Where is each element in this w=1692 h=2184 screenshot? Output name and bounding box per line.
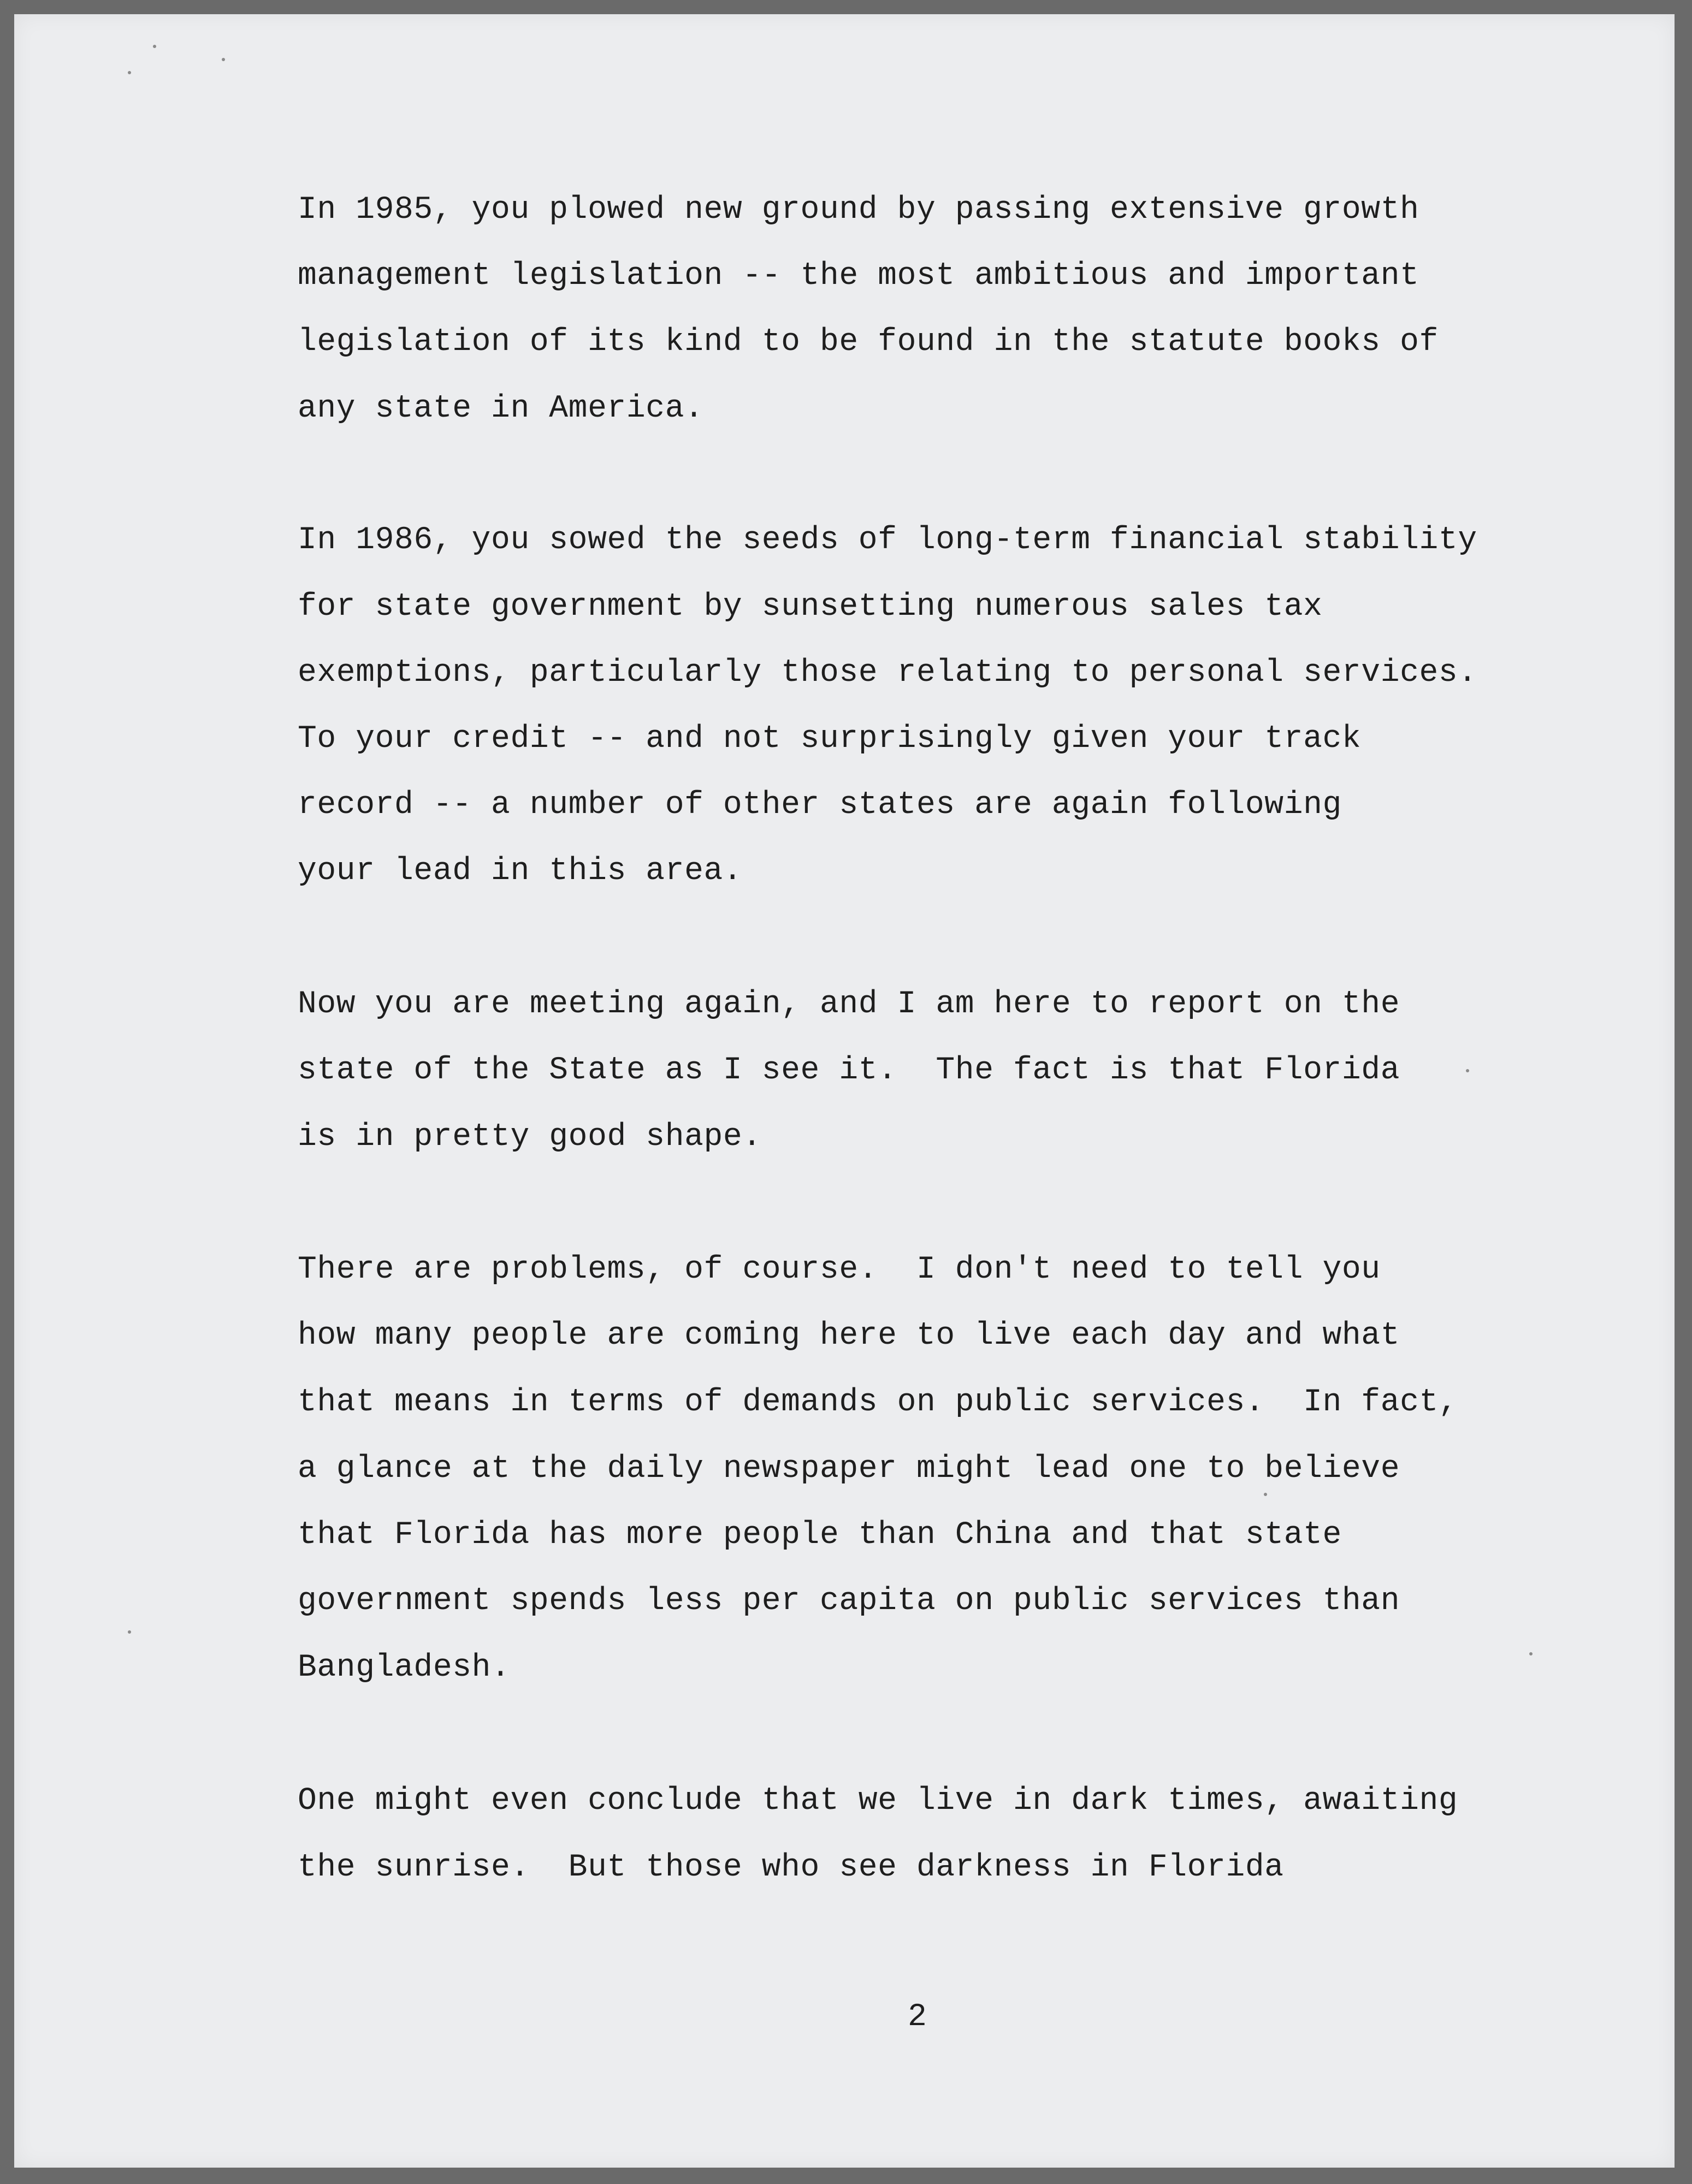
- paragraph-1-line-2: management legislation -- the most ambitious and important: [298, 258, 1419, 294]
- scan-speck: [222, 58, 225, 61]
- paragraph-3-line-1: Now you are meeting again, and I am here to report on the: [298, 987, 1400, 1022]
- paragraph-4-line-3: that means in terms of demands on public services. In fact,: [298, 1385, 1458, 1420]
- paragraph-4-line-4: a glance at the daily newspaper might lead one to believe: [298, 1451, 1400, 1487]
- paragraph-4-line-7: Bangladesh.: [298, 1650, 511, 1686]
- paragraph-2-line-6: your lead in this area.: [298, 853, 743, 889]
- paragraph-1-line-4: any state in America.: [298, 391, 704, 426]
- paragraph-2-line-3: exemptions, particularly those relating to personal services.: [298, 655, 1477, 691]
- document-page: [14, 14, 1675, 2168]
- paragraph-4-line-6: government spends less per capita on public services than: [298, 1583, 1400, 1619]
- page-number: 2: [908, 1999, 927, 2035]
- paragraph-2-line-2: for state government by sunsetting numerous sales tax: [298, 589, 1323, 625]
- paragraph-3-line-3: is in pretty good shape.: [298, 1119, 762, 1155]
- paragraph-2-line-4: To your credit -- and not surprisingly given your track: [298, 721, 1362, 757]
- paragraph-1-line-3: legislation of its kind to be found in the statute books of: [298, 324, 1439, 360]
- paragraph-5-line-2: the sunrise. But those who see darkness in Florida: [298, 1850, 1284, 1885]
- paragraph-4-line-5: that Florida has more people than China and that state: [298, 1517, 1342, 1553]
- scan-speck: [128, 71, 131, 74]
- scan-speck: [153, 45, 156, 48]
- paragraph-2-line-5: record -- a number of other states are again following: [298, 787, 1342, 823]
- paragraph-5-line-1: One might even conclude that we live in dark times, awaiting: [298, 1783, 1458, 1819]
- paragraph-4-line-2: how many people are coming here to live each day and what: [298, 1318, 1400, 1354]
- scan-speck: [128, 1630, 131, 1634]
- scan-speck: [1264, 1493, 1267, 1496]
- scan-speck: [1529, 1652, 1533, 1655]
- scan-speck: [1466, 1069, 1469, 1072]
- paragraph-4-line-1: There are problems, of course. I don't need to tell you: [298, 1252, 1381, 1287]
- paragraph-2-line-1: In 1986, you sowed the seeds of long-term financial stability: [298, 523, 1477, 558]
- paragraph-1-line-1: In 1985, you plowed new ground by passing extensive growth: [298, 192, 1419, 228]
- paragraph-3-line-2: state of the State as I see it. The fact is that Florida: [298, 1053, 1400, 1088]
